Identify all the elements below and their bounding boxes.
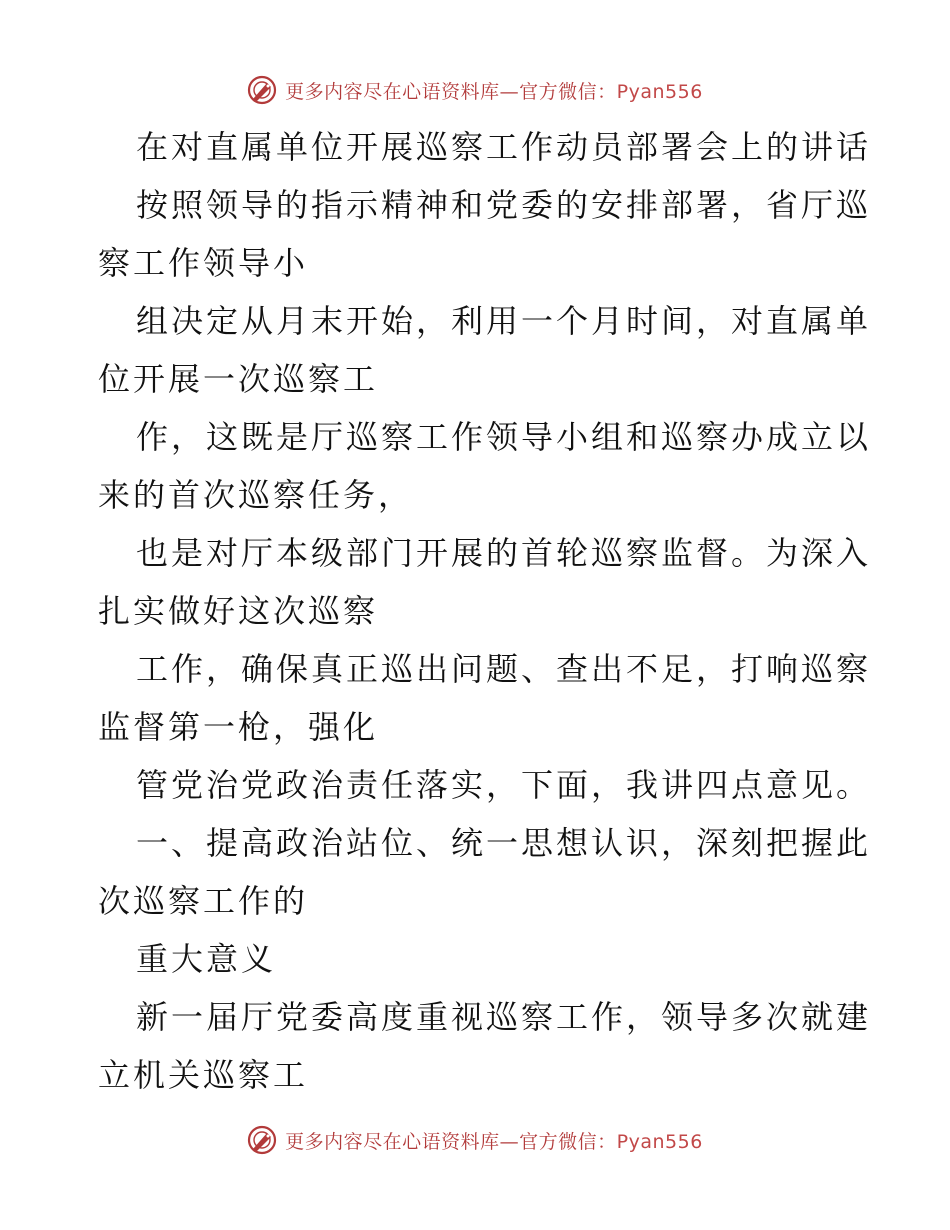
text-line: 立机关巡察工 xyxy=(98,1056,309,1094)
text-line: 察工作领导小 xyxy=(98,244,309,282)
text-line: 次巡察工作的 xyxy=(98,882,309,920)
text-line: 来的首次巡察任务， xyxy=(98,476,414,514)
footer-watermark xyxy=(0,1120,950,1160)
watermark-text: 更多内容尽在心语资料库—官方微信：Pyan556 xyxy=(285,80,703,103)
text-line: 一、提高政治站位、统一思想认识，深刻把握此 xyxy=(136,824,872,862)
text-line: 也是对厅本级部门开展的首轮巡察监督。为深入 xyxy=(136,534,872,572)
text-line: 按照领导的指示精神和党委的安排部署，省厅巡 xyxy=(136,186,872,224)
text-line: 管党治党政治责任落实，下面，我讲四点意见。 xyxy=(136,766,872,804)
text-line: 扎实做好这次巡察 xyxy=(98,592,379,630)
header-watermark xyxy=(0,70,950,110)
pen-nib-logo-icon xyxy=(247,1125,277,1155)
watermark-text: 更多内容尽在心语资料库—官方微信：Pyan556 xyxy=(285,1130,703,1153)
text-line: 新一届厅党委高度重视巡察工作，领导多次就建 xyxy=(136,998,872,1036)
text-line: 作，这既是厅巡察工作领导小组和巡察办成立以 xyxy=(136,418,872,456)
wechat-id: Pyan556 xyxy=(616,80,703,103)
text-line: 工作，确保真正巡出问题、查出不足，打响巡察 xyxy=(136,650,872,688)
text-line: 重大意义 xyxy=(136,940,277,978)
document-body xyxy=(98,118,872,1104)
text-line: 位开展一次巡察工 xyxy=(98,360,379,398)
pen-nib-logo-icon xyxy=(247,75,277,105)
text-line: 组决定从月末开始，利用一个月时间，对直属单 xyxy=(136,302,872,340)
wechat-id: Pyan556 xyxy=(616,1130,703,1153)
text-line: 在对直属单位开展巡察工作动员部署会上的讲话 xyxy=(136,128,872,166)
text-line: 监督第一枪，强化 xyxy=(98,708,379,746)
